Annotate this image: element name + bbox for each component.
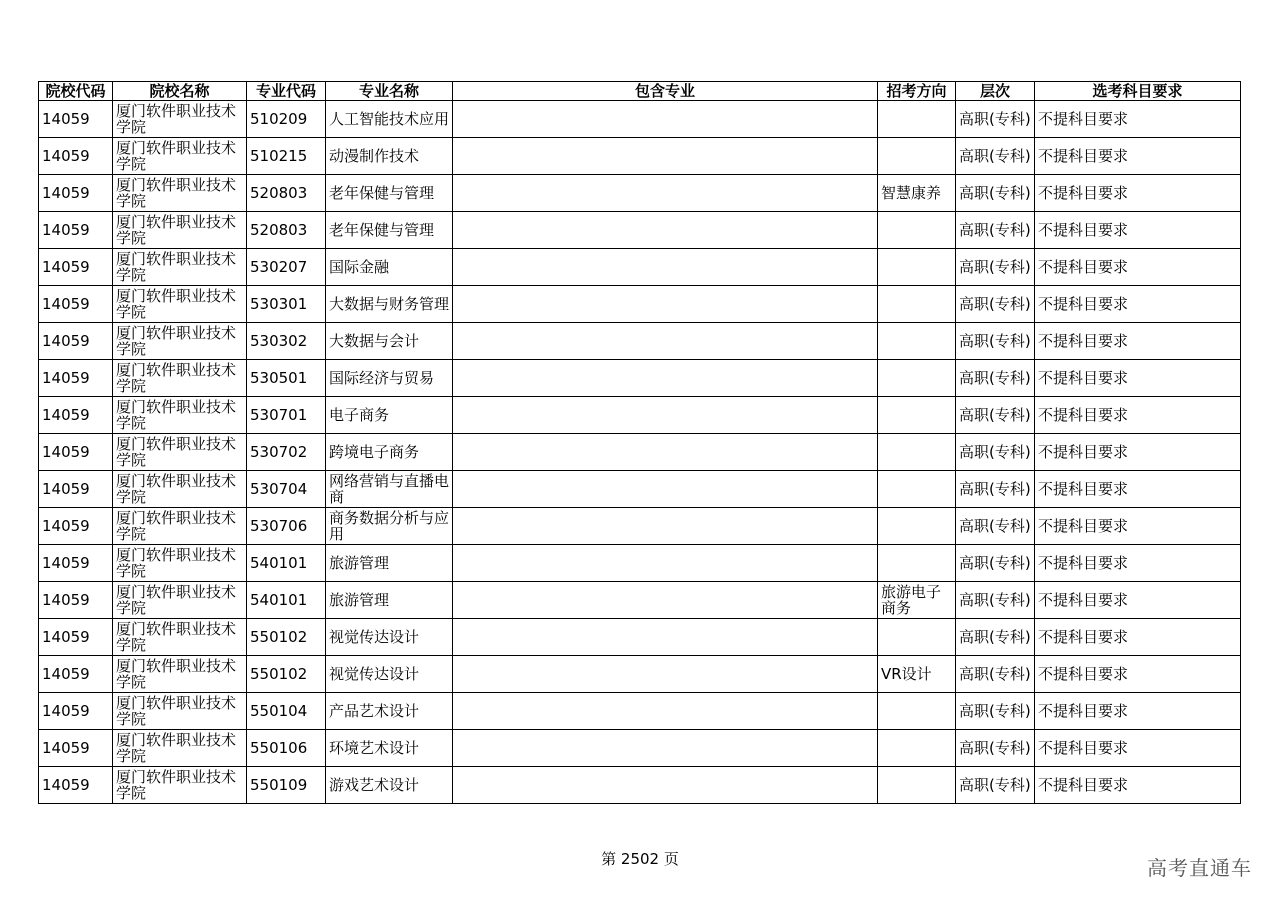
cell-included-majors [453, 397, 878, 434]
cell-level: 高职(专科) [956, 471, 1035, 508]
cell-school-name: 厦门软件职业技术学院 [113, 397, 247, 434]
cell-school-code: 14059 [39, 545, 113, 582]
cell-subject-requirement: 不提科目要求 [1035, 508, 1241, 545]
cell-direction [878, 730, 956, 767]
cell-direction [878, 101, 956, 138]
header-subject-requirement: 选考科目要求 [1035, 82, 1241, 101]
cell-level: 高职(专科) [956, 175, 1035, 212]
cell-subject-requirement: 不提科目要求 [1035, 323, 1241, 360]
cell-level: 高职(专科) [956, 767, 1035, 804]
cell-major-code: 550106 [247, 730, 326, 767]
cell-direction [878, 693, 956, 730]
cell-major-code: 520803 [247, 175, 326, 212]
cell-school-code: 14059 [39, 360, 113, 397]
cell-school-name: 厦门软件职业技术学院 [113, 471, 247, 508]
cell-school-name: 厦门软件职业技术学院 [113, 175, 247, 212]
cell-direction: 旅游电子商务 [878, 582, 956, 619]
cell-school-code: 14059 [39, 767, 113, 804]
cell-major-code: 530702 [247, 434, 326, 471]
cell-school-code: 14059 [39, 656, 113, 693]
cell-major-name: 商务数据分析与应用 [326, 508, 453, 545]
cell-level: 高职(专科) [956, 730, 1035, 767]
cell-major-name: 环境艺术设计 [326, 730, 453, 767]
cell-included-majors [453, 138, 878, 175]
cell-school-code: 14059 [39, 249, 113, 286]
cell-level: 高职(专科) [956, 619, 1035, 656]
table-row [39, 656, 1241, 693]
cell-major-code: 530501 [247, 360, 326, 397]
cell-included-majors [453, 286, 878, 323]
cell-subject-requirement: 不提科目要求 [1035, 212, 1241, 249]
table-row [39, 397, 1241, 434]
cell-direction [878, 434, 956, 471]
cell-direction [878, 545, 956, 582]
cell-school-name: 厦门软件职业技术学院 [113, 619, 247, 656]
cell-included-majors [453, 101, 878, 138]
cell-included-majors [453, 212, 878, 249]
table-row [39, 471, 1241, 508]
table-row [39, 323, 1241, 360]
cell-included-majors [453, 693, 878, 730]
table-row [39, 360, 1241, 397]
cell-level: 高职(专科) [956, 138, 1035, 175]
cell-major-name: 大数据与会计 [326, 323, 453, 360]
cell-school-name: 厦门软件职业技术学院 [113, 101, 247, 138]
cell-major-name: 国际金融 [326, 249, 453, 286]
watermark: 高考直通车 [1147, 856, 1252, 880]
cell-major-name: 大数据与财务管理 [326, 286, 453, 323]
table-row [39, 730, 1241, 767]
cell-level: 高职(专科) [956, 323, 1035, 360]
table-row [39, 434, 1241, 471]
header-school-name: 院校名称 [113, 82, 247, 101]
cell-level: 高职(专科) [956, 508, 1035, 545]
cell-major-name: 旅游管理 [326, 545, 453, 582]
cell-direction [878, 508, 956, 545]
header-school-code: 院校代码 [39, 82, 113, 101]
cell-subject-requirement: 不提科目要求 [1035, 545, 1241, 582]
cell-direction [878, 619, 956, 656]
cell-major-name: 老年保健与管理 [326, 175, 453, 212]
cell-major-name: 电子商务 [326, 397, 453, 434]
cell-included-majors [453, 582, 878, 619]
cell-level: 高职(专科) [956, 434, 1035, 471]
cell-major-name: 老年保健与管理 [326, 212, 453, 249]
cell-direction: VR设计 [878, 656, 956, 693]
cell-major-code: 530704 [247, 471, 326, 508]
cell-major-name: 游戏艺术设计 [326, 767, 453, 804]
cell-major-code: 540101 [247, 545, 326, 582]
cell-major-code: 530207 [247, 249, 326, 286]
cell-school-code: 14059 [39, 101, 113, 138]
cell-major-name: 视觉传达设计 [326, 656, 453, 693]
cell-school-code: 14059 [39, 582, 113, 619]
cell-major-code: 510215 [247, 138, 326, 175]
cell-school-code: 14059 [39, 175, 113, 212]
cell-major-name: 人工智能技术应用 [326, 101, 453, 138]
cell-level: 高职(专科) [956, 212, 1035, 249]
cell-included-majors [453, 767, 878, 804]
cell-subject-requirement: 不提科目要求 [1035, 434, 1241, 471]
cell-level: 高职(专科) [956, 545, 1035, 582]
table-row [39, 545, 1241, 582]
header-major-name: 专业名称 [326, 82, 453, 101]
cell-level: 高职(专科) [956, 101, 1035, 138]
cell-included-majors [453, 175, 878, 212]
cell-school-code: 14059 [39, 397, 113, 434]
cell-direction [878, 286, 956, 323]
cell-direction [878, 138, 956, 175]
table-row [39, 286, 1241, 323]
cell-school-code: 14059 [39, 471, 113, 508]
cell-level: 高职(专科) [956, 360, 1035, 397]
cell-major-name: 视觉传达设计 [326, 619, 453, 656]
cell-subject-requirement: 不提科目要求 [1035, 360, 1241, 397]
cell-major-code: 550104 [247, 693, 326, 730]
table-row [39, 767, 1241, 804]
cell-included-majors [453, 656, 878, 693]
cell-included-majors [453, 730, 878, 767]
cell-level: 高职(专科) [956, 693, 1035, 730]
cell-direction [878, 471, 956, 508]
cell-direction [878, 397, 956, 434]
cell-school-name: 厦门软件职业技术学院 [113, 434, 247, 471]
cell-major-name: 产品艺术设计 [326, 693, 453, 730]
header-level: 层次 [956, 82, 1035, 101]
cell-school-name: 厦门软件职业技术学院 [113, 656, 247, 693]
cell-included-majors [453, 471, 878, 508]
cell-subject-requirement: 不提科目要求 [1035, 582, 1241, 619]
cell-school-name: 厦门软件职业技术学院 [113, 138, 247, 175]
table-row [39, 693, 1241, 730]
cell-subject-requirement: 不提科目要求 [1035, 730, 1241, 767]
cell-included-majors [453, 249, 878, 286]
cell-major-name: 旅游管理 [326, 582, 453, 619]
cell-subject-requirement: 不提科目要求 [1035, 471, 1241, 508]
cell-level: 高职(专科) [956, 397, 1035, 434]
cell-major-name: 动漫制作技术 [326, 138, 453, 175]
table-row [39, 249, 1241, 286]
cell-school-code: 14059 [39, 693, 113, 730]
cell-subject-requirement: 不提科目要求 [1035, 619, 1241, 656]
cell-direction [878, 249, 956, 286]
cell-major-code: 550102 [247, 656, 326, 693]
cell-included-majors [453, 323, 878, 360]
cell-included-majors [453, 360, 878, 397]
admissions-table [38, 81, 1241, 804]
cell-major-code: 550109 [247, 767, 326, 804]
cell-major-code: 530301 [247, 286, 326, 323]
table-row [39, 508, 1241, 545]
header-row [39, 82, 1241, 101]
cell-school-code: 14059 [39, 212, 113, 249]
cell-major-code: 550102 [247, 619, 326, 656]
cell-included-majors [453, 434, 878, 471]
cell-school-code: 14059 [39, 730, 113, 767]
cell-subject-requirement: 不提科目要求 [1035, 286, 1241, 323]
cell-school-name: 厦门软件职业技术学院 [113, 693, 247, 730]
cell-school-code: 14059 [39, 434, 113, 471]
cell-school-code: 14059 [39, 619, 113, 656]
table-body [39, 101, 1241, 804]
header-major-code: 专业代码 [247, 82, 326, 101]
page-number: 第 2502 页 [601, 850, 679, 868]
cell-school-name: 厦门软件职业技术学院 [113, 323, 247, 360]
cell-level: 高职(专科) [956, 249, 1035, 286]
cell-school-code: 14059 [39, 138, 113, 175]
cell-major-code: 520803 [247, 212, 326, 249]
cell-school-name: 厦门软件职业技术学院 [113, 545, 247, 582]
cell-school-name: 厦门软件职业技术学院 [113, 730, 247, 767]
cell-major-code: 540101 [247, 582, 326, 619]
cell-school-name: 厦门软件职业技术学院 [113, 508, 247, 545]
table-header [39, 82, 1241, 101]
cell-school-name: 厦门软件职业技术学院 [113, 286, 247, 323]
cell-direction: 智慧康养 [878, 175, 956, 212]
cell-subject-requirement: 不提科目要求 [1035, 693, 1241, 730]
cell-school-code: 14059 [39, 508, 113, 545]
cell-major-code: 530706 [247, 508, 326, 545]
header-direction: 招考方向 [878, 82, 956, 101]
cell-subject-requirement: 不提科目要求 [1035, 767, 1241, 804]
cell-included-majors [453, 545, 878, 582]
table-row [39, 619, 1241, 656]
cell-major-name: 跨境电子商务 [326, 434, 453, 471]
header-included-majors: 包含专业 [453, 82, 878, 101]
cell-major-name: 网络营销与直播电商 [326, 471, 453, 508]
table-row [39, 138, 1241, 175]
cell-subject-requirement: 不提科目要求 [1035, 101, 1241, 138]
cell-subject-requirement: 不提科目要求 [1035, 656, 1241, 693]
cell-level: 高职(专科) [956, 582, 1035, 619]
cell-school-name: 厦门软件职业技术学院 [113, 767, 247, 804]
cell-school-name: 厦门软件职业技术学院 [113, 360, 247, 397]
cell-direction [878, 212, 956, 249]
cell-major-code: 530302 [247, 323, 326, 360]
cell-school-name: 厦门软件职业技术学院 [113, 212, 247, 249]
cell-level: 高职(专科) [956, 656, 1035, 693]
cell-major-name: 国际经济与贸易 [326, 360, 453, 397]
cell-school-code: 14059 [39, 286, 113, 323]
cell-direction [878, 767, 956, 804]
cell-subject-requirement: 不提科目要求 [1035, 249, 1241, 286]
cell-direction [878, 323, 956, 360]
cell-school-name: 厦门软件职业技术学院 [113, 249, 247, 286]
cell-direction [878, 360, 956, 397]
cell-subject-requirement: 不提科目要求 [1035, 175, 1241, 212]
cell-school-code: 14059 [39, 323, 113, 360]
cell-included-majors [453, 619, 878, 656]
cell-included-majors [453, 508, 878, 545]
table-row [39, 101, 1241, 138]
cell-level: 高职(专科) [956, 286, 1035, 323]
table-row [39, 582, 1241, 619]
cell-school-name: 厦门软件职业技术学院 [113, 582, 247, 619]
cell-subject-requirement: 不提科目要求 [1035, 138, 1241, 175]
cell-major-code: 530701 [247, 397, 326, 434]
table-row [39, 212, 1241, 249]
cell-subject-requirement: 不提科目要求 [1035, 397, 1241, 434]
table-row [39, 175, 1241, 212]
cell-major-code: 510209 [247, 101, 326, 138]
